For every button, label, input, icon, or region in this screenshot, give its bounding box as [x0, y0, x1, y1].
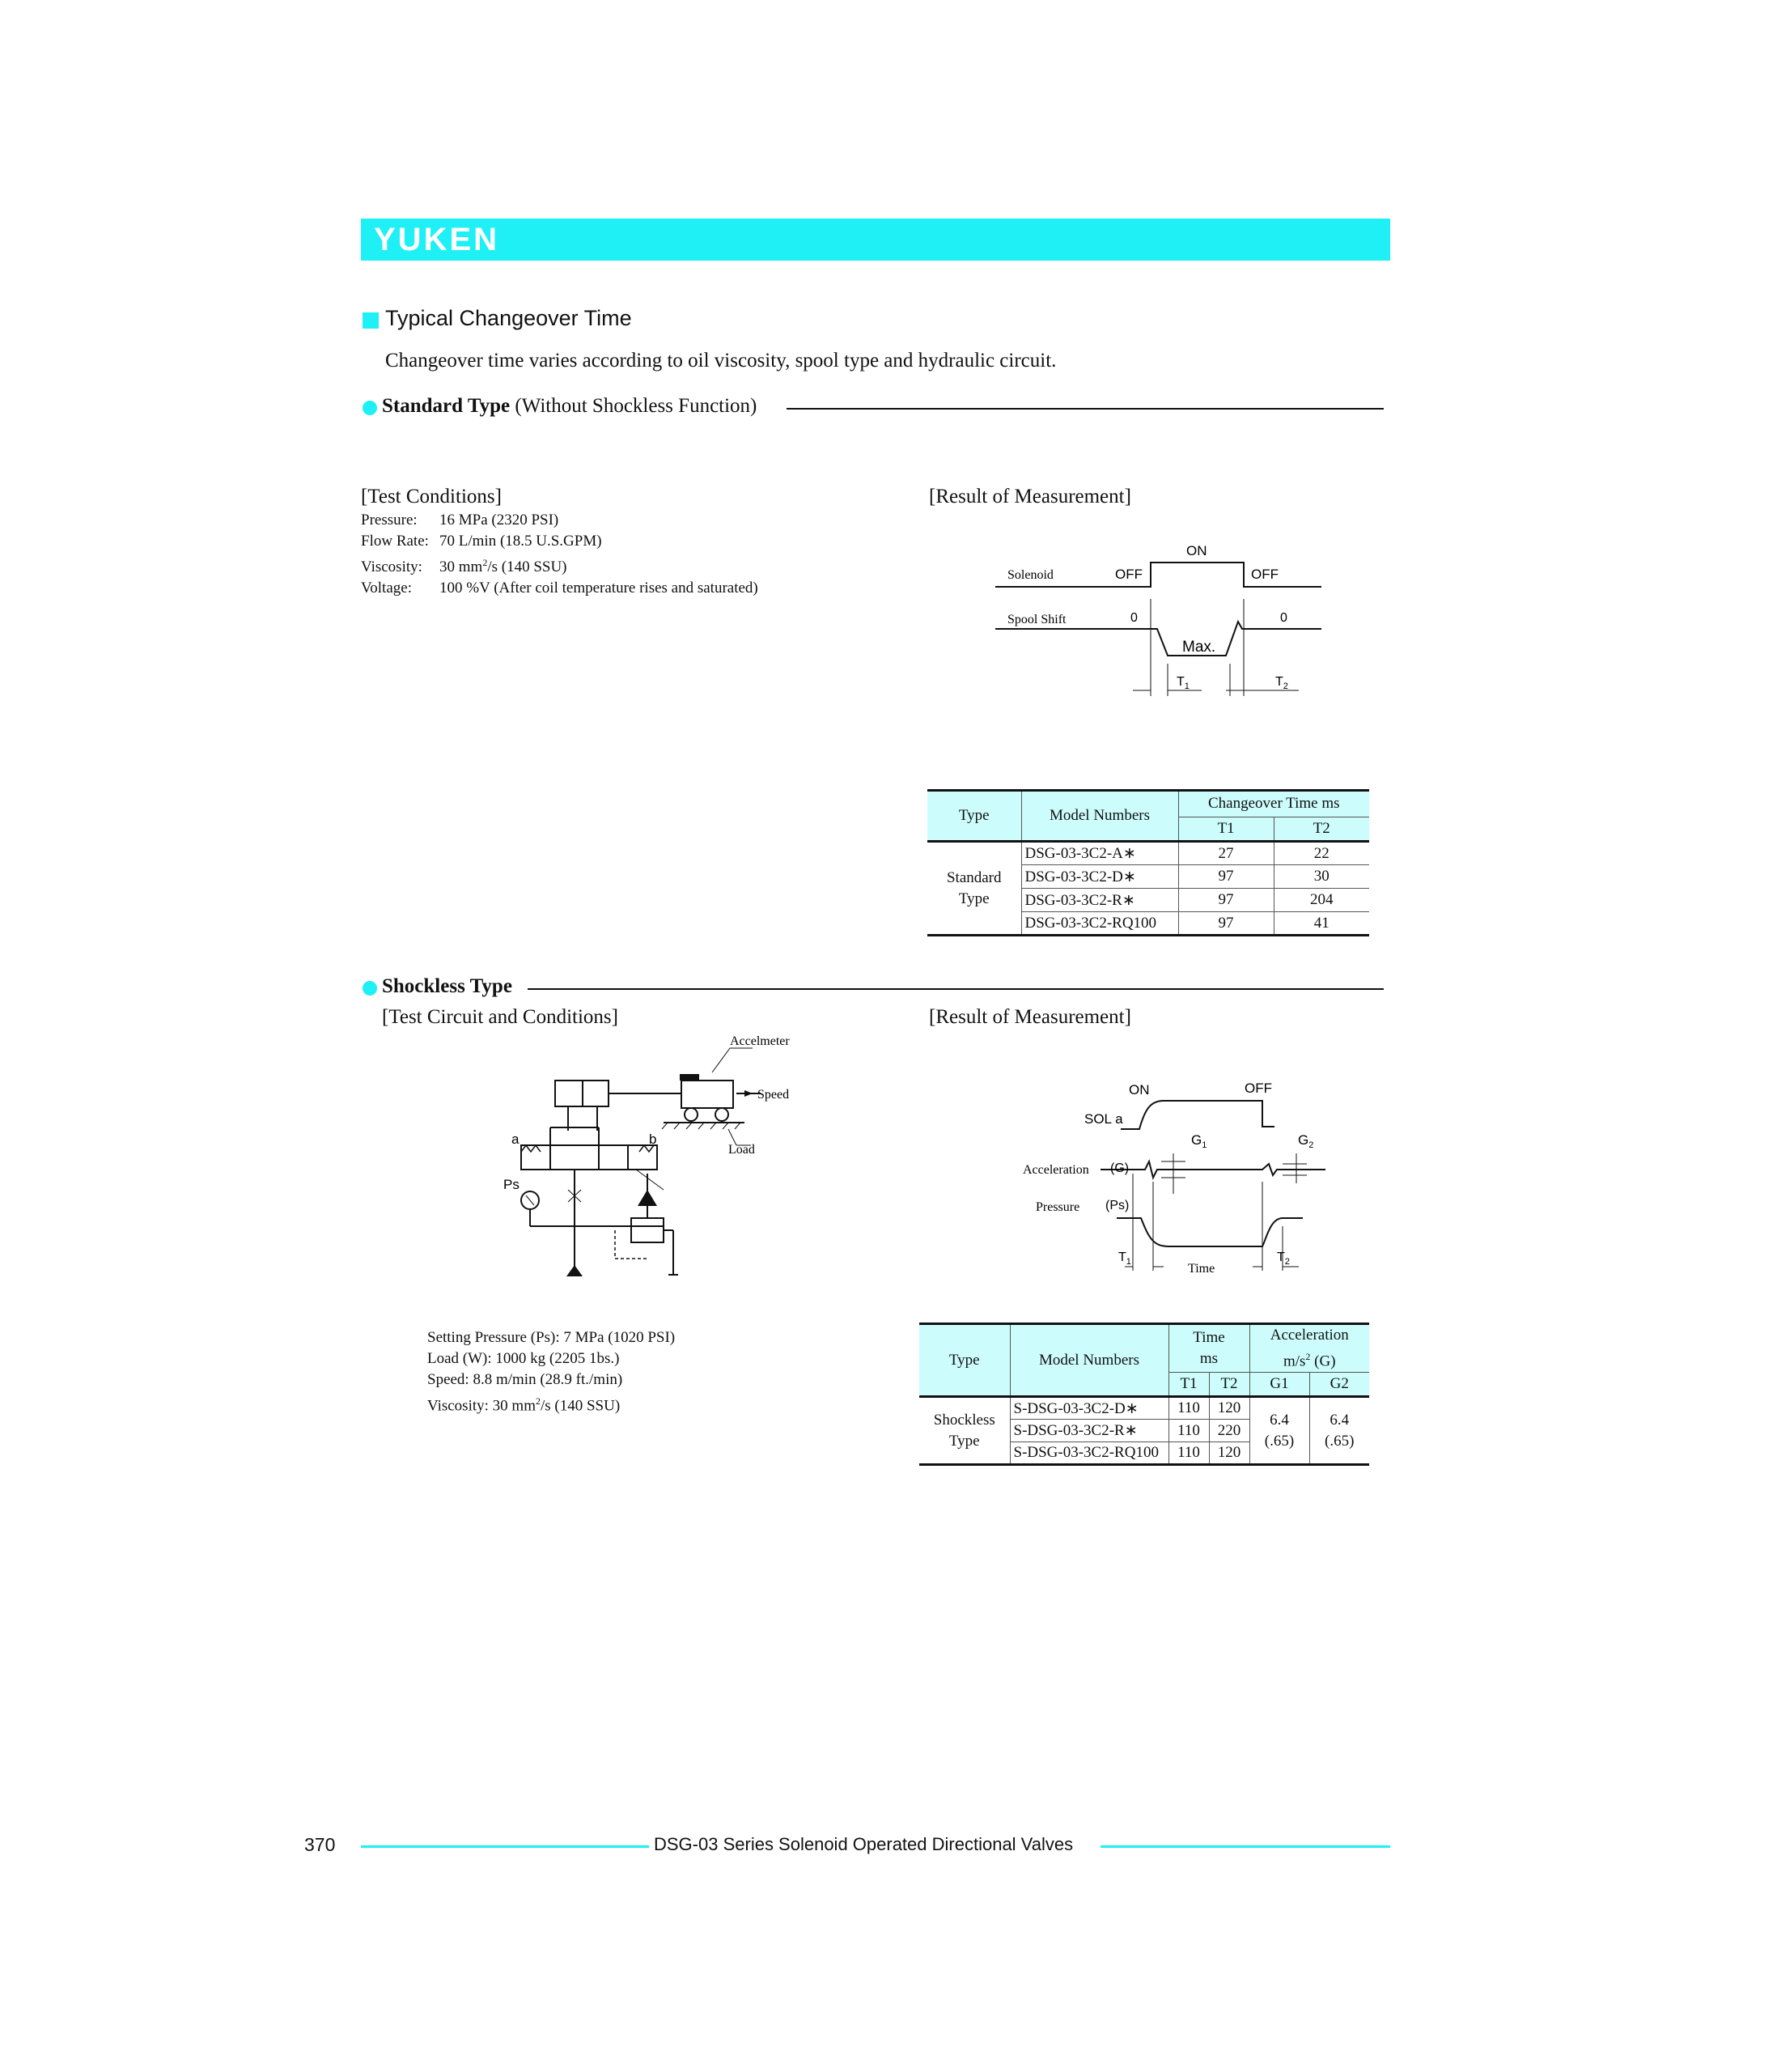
page-number: 370 — [304, 1834, 336, 1855]
section-intro: Changeover time varies according to oil viscosity, spool type and hydraulic circuit. — [385, 350, 1057, 372]
off-left-label: OFF — [1115, 567, 1143, 582]
condition-load: Load (W): 1000 kg (2205 1bs.) — [427, 1350, 620, 1367]
pressure-ps-label: (Ps) — [1105, 1199, 1130, 1212]
standard-heading-rest: (Without Shockless Function) — [515, 395, 757, 417]
col-t1: T1 — [1168, 1373, 1209, 1397]
table-row: DSG-03-3C2-D∗ 97 30 — [927, 865, 1369, 889]
shockless-timing-diagram — [1020, 1076, 1359, 1279]
heading-rule — [787, 408, 1384, 410]
shockless-table — [919, 1323, 1369, 1466]
yuken-logo: YUKEN — [374, 222, 500, 257]
heading-rule — [528, 988, 1384, 990]
shockless-result-title: [Result of Measurement] — [929, 1006, 1131, 1028]
standard-type-heading — [382, 395, 757, 418]
condition-voltage: Voltage: 100 %V (After coil temperature rises and saturated) — [361, 580, 758, 597]
g1-value-cell: 6.4 (.65) — [1249, 1397, 1309, 1465]
standard-changeover-table — [927, 789, 1369, 936]
pump-icon — [566, 1265, 583, 1276]
relief-arrow-icon — [638, 1190, 657, 1206]
sol-a-label: SOL a — [1084, 1111, 1123, 1127]
load-label: Load — [728, 1143, 755, 1157]
acceleration-g-label: (G) — [1110, 1161, 1130, 1175]
table-row: Standard Type DSG-03-3C2-A∗ 27 22 — [927, 842, 1369, 865]
t1-label: $T_1$ — [1177, 675, 1190, 691]
condition-viscosity: Viscosity: 30 $mm^2/s$ (140 SSU) — [427, 1395, 621, 1415]
bullet-dot-icon — [363, 401, 377, 415]
off-right-label: OFF — [1251, 567, 1279, 582]
speed-arrow-icon — [744, 1090, 753, 1097]
table-row: S-DSG-03-3C2-RQ100 110 120 — [919, 1442, 1369, 1465]
condition-speed: Speed: 8.8 m/min (28.9 ft./min) — [427, 1371, 623, 1388]
shockless-type-heading: Shockless Type — [382, 975, 512, 997]
sol-a-line — [1121, 1101, 1274, 1129]
t1-label: $T_1$ — [1118, 1250, 1131, 1267]
test-conditions-title: [Test Conditions] — [361, 486, 502, 507]
port-a-label: a — [511, 1132, 520, 1147]
col-type: Type — [927, 791, 1021, 842]
pressure-line — [1117, 1218, 1303, 1246]
spool-shift-label: Spool Shift — [1007, 613, 1067, 626]
footer-rule-right — [1101, 1845, 1390, 1848]
relief-valve — [631, 1218, 664, 1242]
col-type: Type — [919, 1324, 1010, 1397]
g2-value-cell: 6.4 (.65) — [1309, 1397, 1369, 1465]
condition-pressure: Pressure: 16 MPa (2320 PSI) — [361, 512, 559, 529]
port-b-label: b — [649, 1132, 657, 1147]
type-cell: Standard Type — [946, 868, 1002, 907]
on-label: ON — [1129, 1082, 1150, 1098]
col-model-numbers: Model Numbers — [1021, 791, 1178, 842]
ps-label: Ps — [503, 1177, 520, 1192]
t2-label: $T_2$ — [1275, 675, 1288, 691]
col-t1: T1 — [1178, 817, 1274, 841]
accelmeter-icon — [680, 1074, 699, 1081]
col-model-numbers: Model Numbers — [1010, 1324, 1168, 1397]
g2-label: $G_2$ — [1298, 1132, 1314, 1150]
condition-viscosity: Viscosity: 30 $mm^2/s$ (140 SSU) — [361, 557, 567, 576]
on-label: ON — [1186, 543, 1207, 558]
spool-shift-line — [995, 622, 1321, 656]
accelmeter-label: Accelmeter — [730, 1034, 790, 1048]
col-time: Time ms — [1168, 1324, 1249, 1373]
test-circuit-title: [Test Circuit and Conditions] — [382, 1006, 618, 1028]
footer-rule-left — [361, 1845, 649, 1848]
pressure-label: Pressure — [1036, 1200, 1080, 1214]
off-label: OFF — [1245, 1081, 1272, 1096]
header-bar — [361, 219, 1390, 261]
test-conditions-list — [361, 510, 758, 599]
col-t2: T2 — [1274, 817, 1369, 841]
section-title: Typical Changeover Time — [385, 306, 632, 330]
zero-left-label: 0 — [1130, 611, 1138, 625]
max-label: Max. — [1182, 639, 1216, 656]
zero-right-label: 0 — [1280, 611, 1287, 625]
col-acceleration: Acceleration $m/s^2$ (G) — [1249, 1324, 1369, 1373]
condition-flow-rate: Flow Rate: 70 L/min (18.5 U.S.GPM) — [361, 533, 602, 550]
table-row: Shockless Type S-DSG-03-3C2-D∗ 110 120 6.4 (.65) 6.4 (.65) — [919, 1397, 1369, 1420]
col-g2: G2 — [1309, 1373, 1369, 1397]
load-cart — [681, 1081, 733, 1108]
g1-label: $G_1$ — [1191, 1132, 1207, 1150]
table-row: DSG-03-3C2-RQ100 97 41 — [927, 912, 1369, 936]
col-changeover-time: Changeover Time ms — [1178, 791, 1369, 817]
condition-setting-pressure: Setting Pressure (Ps): 7 MPa (1020 PSI) — [427, 1329, 676, 1346]
standard-timing-diagram — [995, 534, 1343, 704]
test-circuit-diagram — [502, 1032, 825, 1291]
type-cell: Shockless Type — [933, 1411, 995, 1450]
solenoid-label: Solenoid — [1007, 568, 1054, 582]
standard-heading-bold: Standard Type — [382, 395, 511, 417]
shockless-conditions-list — [427, 1327, 675, 1416]
footer-title: DSG-03 Series Solenoid Operated Directional Valves — [654, 1834, 1074, 1854]
standard-result-title: [Result of Measurement] — [929, 486, 1131, 507]
col-g1: G1 — [1249, 1373, 1309, 1397]
t2-label: $T_2$ — [1277, 1250, 1290, 1267]
section-square-bullet — [363, 312, 379, 329]
col-t2: T2 — [1209, 1373, 1249, 1397]
time-label: Time — [1188, 1262, 1215, 1276]
table-row: DSG-03-3C2-R∗ 97 204 — [927, 889, 1369, 912]
bullet-dot-icon — [363, 981, 377, 996]
table-row: S-DSG-03-3C2-R∗ 110 220 — [919, 1420, 1369, 1442]
acceleration-label: Acceleration — [1023, 1163, 1089, 1177]
speed-label: Speed — [757, 1088, 790, 1102]
